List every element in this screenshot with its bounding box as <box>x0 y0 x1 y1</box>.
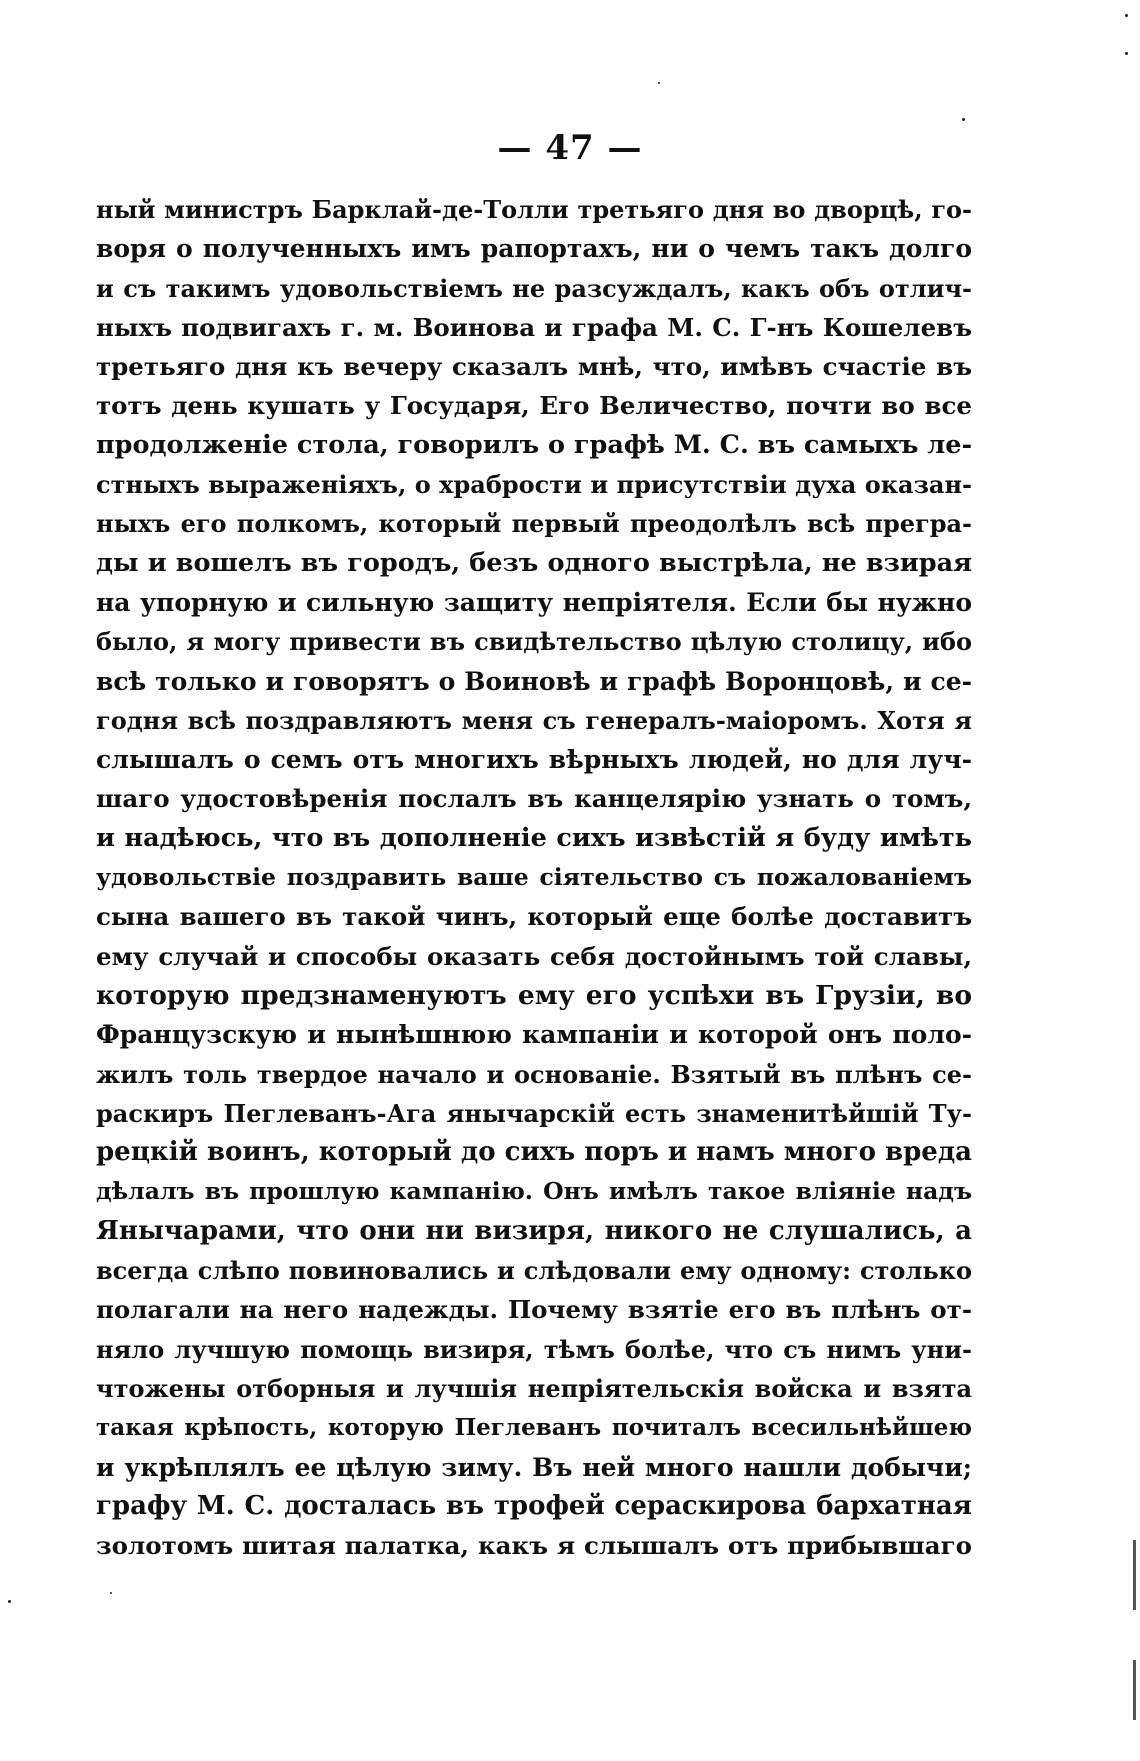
scan-speck <box>658 82 660 84</box>
text-line: удовольствіе поздравить ваше сіятельство съ пожалованіемъ <box>96 863 972 892</box>
scan-speck <box>1125 14 1128 17</box>
text-line: и укрѣплялъ ее цѣлую зиму. Въ ней много нашли добычи; <box>96 1452 972 1482</box>
scan-edge-mark <box>1133 1660 1136 1720</box>
scan-speck <box>8 1600 11 1603</box>
text-line: ныхъ его полкомъ, который первый преодолѣлъ всѣ прегра- <box>96 509 972 539</box>
text-line: всѣ только и говорятъ о Воиновѣ и графѣ Воронцовѣ, и се- <box>96 666 972 696</box>
scan-speck <box>110 1592 112 1594</box>
text-line: полагали на него надежды. Почему взятіе его въ плѣнъ от- <box>96 1295 972 1325</box>
text-line: ему случай и способы оказать себя достойнымъ той славы, <box>96 941 972 971</box>
text-line: Янычарами, что они ни визиря, никого не слушались, а <box>96 1215 972 1246</box>
text-line: няло лучшую помощь визиря, тѣмъ болѣе, что съ нимъ уни- <box>96 1334 972 1364</box>
text-line: сына вашего въ такой чинъ, который еще болѣе доставитъ <box>96 902 972 932</box>
text-line: которую предзнаменуютъ ему его успѣхи въ Грузіи, во <box>96 979 972 1011</box>
scan-edge-mark <box>1133 1540 1136 1610</box>
text-line: чтожены отборныя и лучшія непріятельскія войска и взята <box>96 1373 972 1403</box>
text-line: и съ такимъ удовольствіемъ не разсуждалъ, какъ объ отлич- <box>96 273 972 303</box>
text-line: на упорную и сильную защиту непріятеля. Если бы нужно <box>96 587 972 617</box>
text-line: третьяго дня къ вечеру сказалъ мнѣ, что, имѣвъ счастіе въ <box>96 352 972 382</box>
text-line: такая крѣпость, которую Пеглеванъ почиталъ всесильнѣйшею <box>96 1414 972 1442</box>
text-line: годня всѣ поздравляютъ меня съ генералъ-маіоромъ. Хотя я <box>96 705 972 735</box>
text-line: золотомъ шитая палатка, какъ я слышалъ отъ прибывшаго <box>96 1531 972 1561</box>
text-line: стныхъ выраженіяхъ, о храбрости и присутствіи духа оказан- <box>96 470 972 500</box>
text-line: дѣлалъ въ прошлую кампанію. Онъ имѣлъ такое вліяніе надъ <box>96 1177 972 1206</box>
text-line: было, я могу привести въ свидѣтельство цѣлую столицу, ибо <box>96 627 972 657</box>
text-line: слышалъ о семъ отъ многихъ вѣрныхъ людей, но для луч- <box>96 745 972 775</box>
text-line: всегда слѣпо повиновались и слѣдовали ему одному: столько <box>96 1256 972 1286</box>
text-line: рецкій воинъ, который до сихъ поръ и намъ много вреда <box>96 1137 972 1168</box>
scan-speck <box>962 118 965 121</box>
text-line: и надѣюсь, что въ дополненіе сихъ извѣстій я буду имѣть <box>96 822 972 853</box>
text-line: жилъ толь твердое начало и основаніе. Взятый въ плѣнъ се- <box>96 1059 972 1089</box>
scan-speck <box>1125 52 1128 55</box>
text-line: графу М. С. досталась въ трофей сераскирова бархатная <box>96 1490 972 1521</box>
text-line: ныхъ подвигахъ г. м. Воинова и графа М. С. Г-нъ Кошелевъ <box>96 312 972 342</box>
text-line: воря о полученныхъ имъ рапортахъ, ни о чемъ такъ долго <box>96 234 972 264</box>
text-line: ный министръ Барклай-де-Толли третьяго дня во дворцѣ, го- <box>96 195 972 224</box>
text-line: ды и вошелъ въ городъ, безъ одного выстрѣла, не взирая <box>96 547 972 578</box>
text-line: Французскую и нынѣшнюю кампаніи и которой онъ поло- <box>96 1020 972 1050</box>
page-number: — 47 — <box>497 128 643 168</box>
text-line: раскиръ Пеглеванъ-Ага янычарскій есть знаменитѣйшій Ту- <box>96 1098 972 1128</box>
text-line: продолженіе стола, говорилъ о графѣ М. С. въ самыхъ ле- <box>96 429 972 460</box>
body-text <box>96 190 972 1565</box>
text-line: шаго удостовѣренія послалъ въ канцелярію узнать о томъ, <box>96 784 972 814</box>
text-line: тотъ день кушать у Государя, Его Величество, почти во все <box>96 391 972 421</box>
